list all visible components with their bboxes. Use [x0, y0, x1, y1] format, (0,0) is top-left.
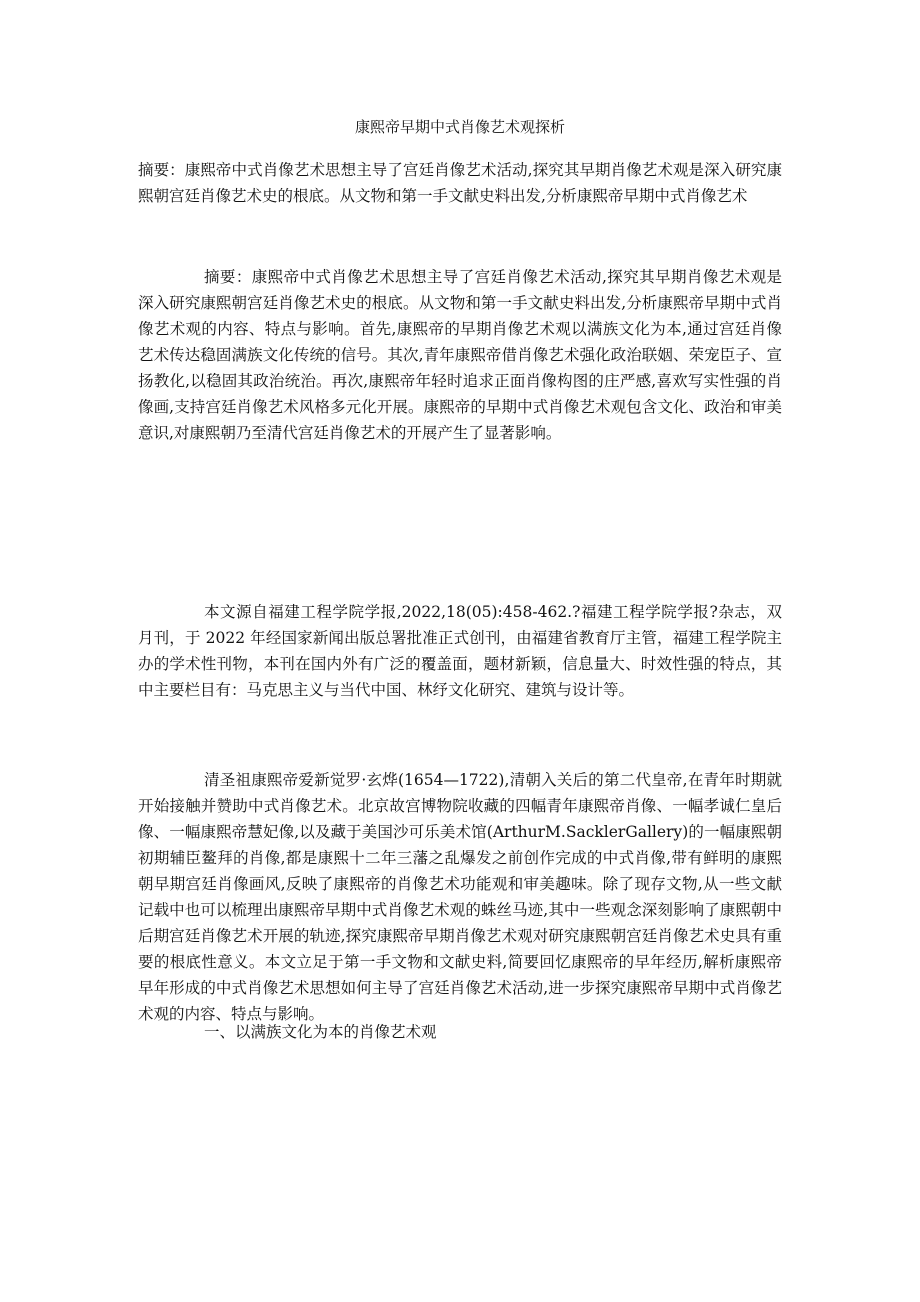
abstract-paragraph: 摘要：康熙帝中式肖像艺术思想主导了宫廷肖像艺术活动,探究其早期肖像艺术观是深入研究康熙朝宫廷肖像艺术史的根底。从文物和第一手文献史料出发,分析康熙帝早期中式肖像艺术观的内容、特点与影响。首先,康熙帝的早期肖像艺术观以满族文化为本,通过宫廷肖像艺术传达稳固满族文化传统的信号。其次,青年康熙帝借肖像艺术强化政治联姻、荣宠臣子、宣扬教化,以稳固其政治统治。再次,康熙帝年轻时追求正面肖像构图的庄严感,喜欢写实性强的肖像画,支持宫廷肖像艺术风格多元化开展。康熙帝的早期中式肖像艺术观包含文化、政治和审美意识,对康熙朝乃至清代宫廷肖像艺术的开展产生了显著影响。: [138, 268, 782, 442]
abstract-summary: 摘要：康熙帝中式肖像艺术思想主导了宫廷肖像艺术活动,探究其早期肖像艺术观是深入研究康熙朝宫廷肖像艺术史的根底。从文物和第一手文献史料出发,分析康熙帝早期中式肖像艺术: [138, 161, 782, 205]
section-heading: 一、以满族文化为本的肖像艺术观: [204, 1023, 437, 1041]
intro-paragraph: 清圣祖康熙帝爱新觉罗·玄烨(1654—1722),清朝入关后的第二代皇帝,在青年时期就开始接触并赞助中式肖像艺术。北京故宫博物院收藏的四幅青年康熙帝肖像、一幅孝诚仁皇后像、一幅康熙帝慧妃像,以及藏于美国沙可乐美术馆(ArthurM.SacklerGallery)的一幅康熙朝初期辅臣鳌拜的肖像,都是康熙十二年三藩之乱爆发之前创作完成的中式肖像,带有鲜明的康熙朝早期宫廷肖像画风,反映了康熙帝的肖像艺术功能观和审美趣味。除了现存文物,从一些文献记载中也可以梳理出康熙帝早期中式肖像艺术观的蛛丝马迹,其中一些观念深刻影响了康熙朝中后期宫廷肖像艺术开展的轨迹,探究康熙帝早期肖像艺术观对研究康熙朝宫廷肖像艺术史具有重要的根底性意义。本文立足于第一手文物和文献史料,简要回忆康熙帝的早年经历,解析康熙帝早年形成的中式肖像艺术思想如何主导了宫廷肖像艺术活动,进一步探究康熙帝早期中式肖像艺术观的内容、特点与影响。: [138, 771, 782, 1023]
document-title: 康熙帝早期中式肖像艺术观探析: [354, 118, 565, 136]
source-note: 本文源自福建工程学院学报,2022,18(05):458-462.?福建工程学院学报?杂志，双月刊，于 2022 年经国家新闻出版总署批准正式创刊，由福建省教育厅主管，福建工程学院主办的学术性刊物，本刊在国内外有广泛的覆盖面，题材新颖，信息量大、时效性强的特点，其中主要栏目有：马克思主义与当代中国、林纾文化研究、建筑与设计等。: [138, 603, 782, 699]
